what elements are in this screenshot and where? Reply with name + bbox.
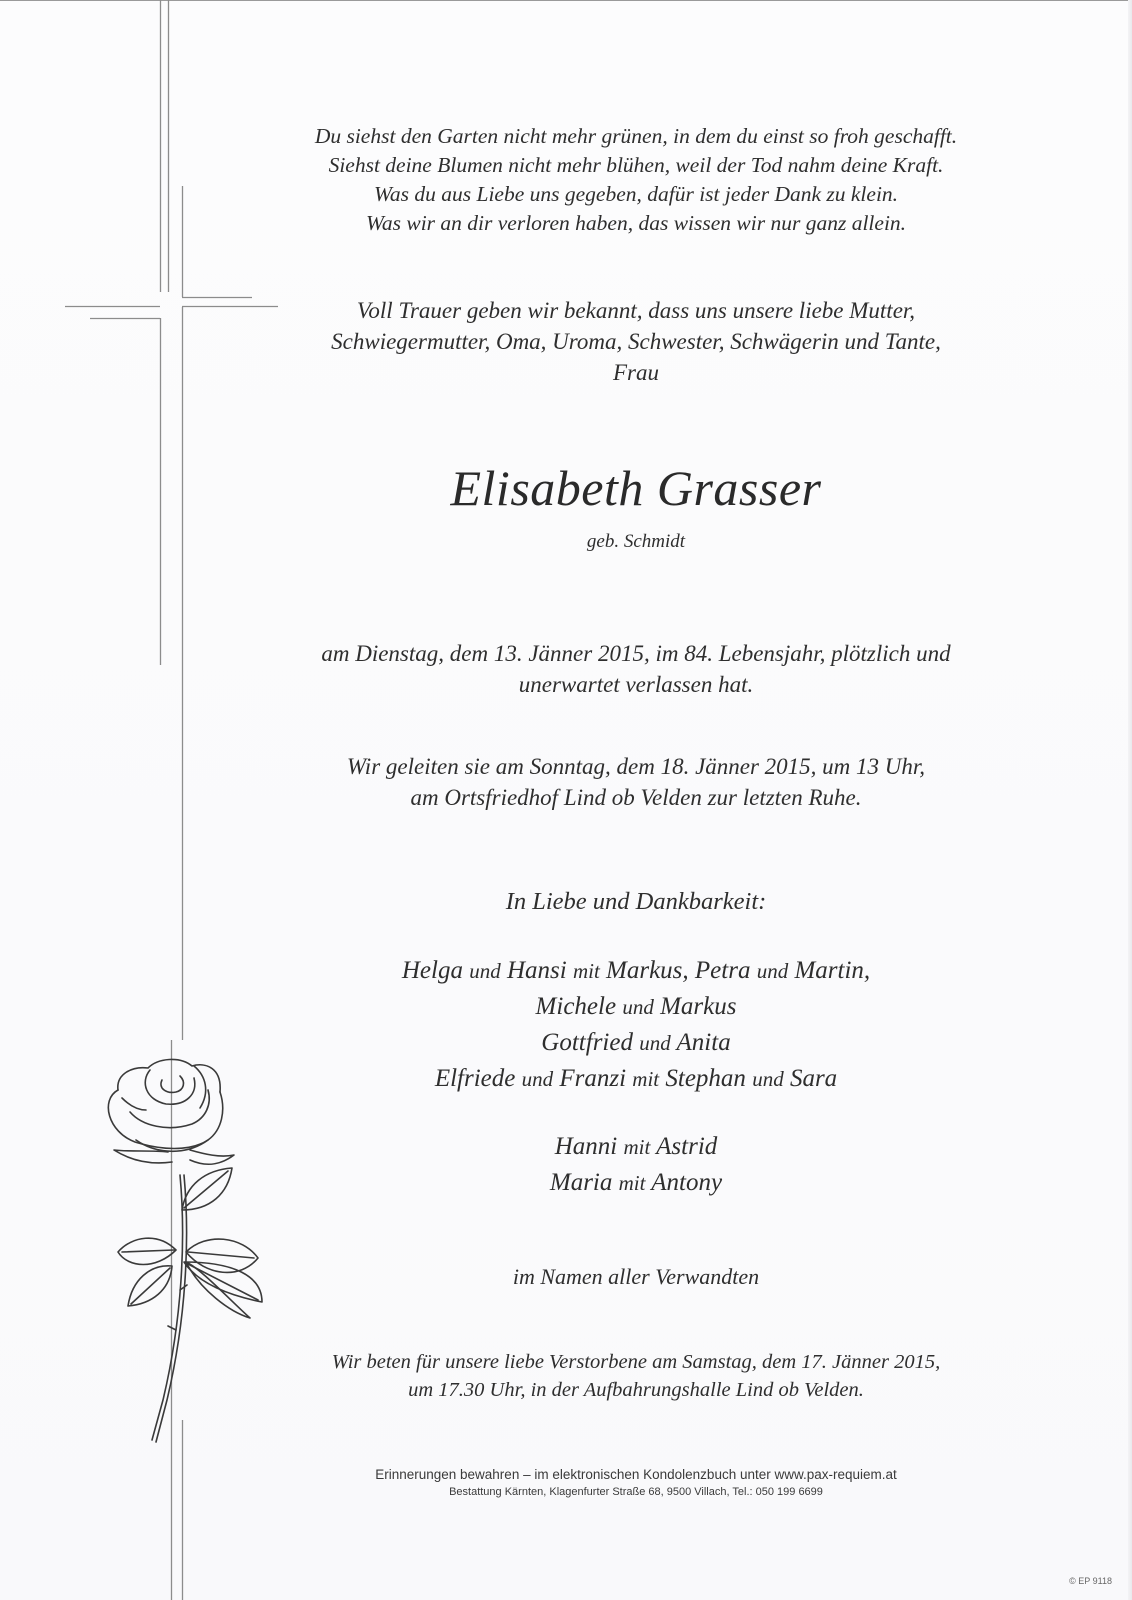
footer-address: Bestattung Kärnten, Klagenfurter Straße 68, 9500 Villach, Tel.: 050 199 6699 xyxy=(449,1486,823,1498)
family-line xyxy=(236,989,1036,1025)
death-notice-line: am Dienstag, dem 13. Jänner 2015, im 84. Lebensjahr, plötzlich und xyxy=(321,641,951,666)
maiden-name: geb. Schmidt xyxy=(586,531,686,552)
family-name: Maria xyxy=(549,1169,613,1196)
family-name: Markus xyxy=(660,993,737,1020)
family-list xyxy=(236,953,1036,1201)
family-spacer xyxy=(236,1097,1036,1129)
announcement-line: Voll Trauer geben wir bekannt, dass uns unsere liebe Mutter, xyxy=(356,298,916,323)
family-name: Gottfried xyxy=(541,1029,633,1056)
footer-condolence: Erinnerungen bewahren – im elektronischen Kondolenzbuch unter www.pax-requiem.at xyxy=(375,1467,897,1482)
family-name: Anita xyxy=(676,1029,731,1056)
funeral-line: am Ortsfriedhof Lind ob Velden zur letzten Ruhe. xyxy=(410,785,862,810)
family-line xyxy=(236,1165,1036,1201)
family-conjunction: mit xyxy=(572,959,600,983)
death-notice xyxy=(236,638,1036,700)
family-name: Helga xyxy=(401,957,463,984)
poem-line: Du siehst den Garten nicht mehr grünen, in dem du einst so froh geschafft. xyxy=(314,124,958,148)
family-name: Astrid xyxy=(656,1133,718,1160)
prayer-line: um 17.30 Uhr, in der Aufbahrungshalle Lind ob Velden. xyxy=(408,1379,864,1401)
family-name: Franzi xyxy=(559,1065,627,1092)
family-line xyxy=(236,1025,1036,1061)
announcement-line: Schwiegermutter, Oma, Uroma, Schwester, Schwägerin und Tante, xyxy=(331,329,941,354)
poem-line: Siehst deine Blumen nicht mehr blühen, weil der Tod nahm deine Kraft. xyxy=(328,153,944,177)
family-conjunction: und xyxy=(521,1067,554,1091)
funeral-line: Wir geleiten sie am Sonntag, dem 18. Jänner 2015, um 13 Uhr, xyxy=(346,754,926,779)
thanks-heading: In Liebe und Dankbarkeit: xyxy=(505,888,767,915)
poem-line: Was du aus Liebe uns gegeben, dafür ist jeder Dank zu klein. xyxy=(373,182,899,206)
family-conjunction: und xyxy=(469,959,501,983)
family-conjunction: mit xyxy=(618,1171,646,1195)
poem-line: Was wir an dir verloren haben, das wissen wir nur ganz allein. xyxy=(365,211,907,235)
announcement-line: Frau xyxy=(613,360,659,385)
page-edge xyxy=(1128,0,1132,1600)
family-name: Markus, Petra xyxy=(606,957,751,984)
family-conjunction: und xyxy=(622,995,654,1019)
announcement xyxy=(236,295,1036,388)
family-conjunction: mit xyxy=(632,1067,660,1091)
family-conjunction: mit xyxy=(623,1135,651,1159)
family-conjunction: und xyxy=(756,959,789,983)
family-name: Stephan xyxy=(665,1065,746,1092)
deceased-name: Elisabeth Grasser xyxy=(450,460,822,516)
family-name: Michele xyxy=(535,993,617,1020)
family-name: Antony xyxy=(651,1169,723,1196)
family-line xyxy=(236,1129,1036,1165)
family-line xyxy=(236,1061,1036,1097)
family-conjunction: und xyxy=(752,1067,784,1091)
family-line xyxy=(236,953,1036,989)
funeral-notice xyxy=(236,751,1036,813)
family-name: Hanni xyxy=(554,1133,618,1160)
family-name: Sara xyxy=(789,1065,838,1092)
poem xyxy=(236,122,1036,238)
family-name: Elfriede xyxy=(434,1065,516,1092)
prayer-line: Wir beten für unsere liebe Verstorbene am Samstag, dem 17. Jänner 2015, xyxy=(331,1351,941,1373)
family-name: Hansi xyxy=(506,957,567,984)
print-code: © EP 9118 xyxy=(1069,1576,1112,1586)
relatives-line: im Namen aller Verwandten xyxy=(512,1264,760,1289)
death-notice-line: unerwartet verlassen hat. xyxy=(518,672,754,697)
family-conjunction: und xyxy=(639,1031,671,1055)
prayer-notice xyxy=(236,1348,1036,1404)
family-name: Martin, xyxy=(794,957,871,984)
